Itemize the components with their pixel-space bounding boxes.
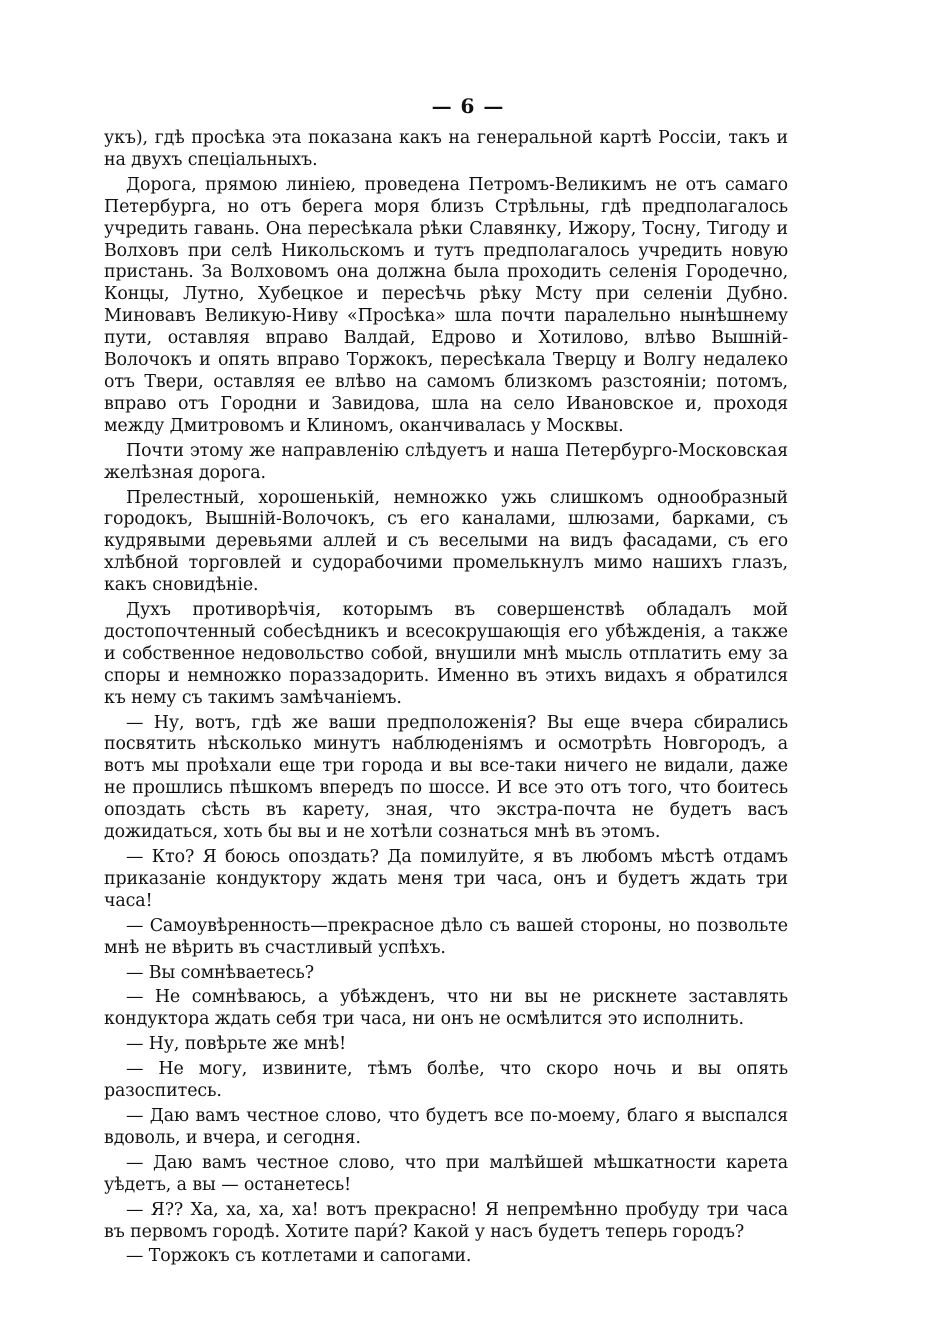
page-number: — 6 — bbox=[431, 94, 505, 118]
page-text bbox=[104, 128, 788, 1271]
paragraph: Почти этому же направленію слѣдуетъ и наша Петербурго-Московская желѣзная дорога. bbox=[104, 440, 788, 483]
dialogue-line: — Даю вамъ честное слово, что при малѣйшей мѣшкатности карета уѣдетъ, а вы — останетесь! bbox=[104, 1152, 788, 1195]
paragraph: Прелестный, хорошенькій, немножко ужь слишкомъ однообразный городокъ, Вышній-Волочокъ, съ его каналами, шлюзами, барками, съ кудрявыми деревьями аллей и съ веселыми на видъ фасадами, съ его хлѣбной торговлей и судорабочими промелькнулъ мимо нашихъ глазъ, какъ сновидѣніе. bbox=[104, 487, 788, 596]
dialogue-line: — Ну, повѣрьте же мнѣ! bbox=[126, 1034, 346, 1055]
paragraph: Дорога, прямою линіею, проведена Петромъ-Великимъ не отъ самаго Петербурга, но отъ берега моря близъ Стрѣльны, гдѣ предполагалось учредить гавань. Она пересѣкала рѣки Славянку, Ижору, Тосну, Тигоду и Волховъ при селѣ Никольскомъ и тутъ предполагалось учредить новую пристань. За Волховомъ она должна была проходить селенія Городечно, Концы, Лутно, Хубецкое и пересѣчь рѣку Мсту при селеніи Дубно. Миновавъ Великую-Ниву «Просѣка» шла почти паралельно нынѣшнему пути, оставляя вправо Валдай, Едрово и Хотилово, влѣво Вышній-Волочокъ и опять вправо Торжокъ, пересѣкала Тверцу и Волгу недалеко отъ Твери, оставляя ее влѣво на самомъ близкомъ разстояніи; потомъ, вправо отъ Городни и Завидова, шла на село Ивановское и, проходя между Дмитровомъ и Клиномъ, оканчивалась у Москвы. bbox=[104, 174, 788, 436]
dialogue-line: — Самоувѣренность—прекрасное дѣло съ вашей стороны, но позвольте мнѣ не вѣрить въ счастливый успѣхъ. bbox=[104, 915, 788, 958]
paragraph: Духъ противорѣчія, которымъ въ совершенствѣ обладалъ мой достопочтенный собесѣдникъ и всесокрушающія его убѣжденія, а также и собственное недовольство собой, внушили мнѣ мысль отплатить ему за споры и немножко пораззадорить. Именно въ этихъ видахъ я обратился къ нему съ такимъ замѣчаніемъ. bbox=[104, 600, 788, 708]
dialogue-line: — Кто? Я боюсь опоздать? Да помилуйте, я въ любомъ мѣстѣ отдамъ приказаніе кондуктору ждать меня три часа, онъ и будетъ ждать три часа! bbox=[104, 847, 788, 911]
dialogue-line: — Торжокъ съ котлетами и сапогами. bbox=[126, 1246, 472, 1267]
dialogue-line: — Не сомнѣваюсь, а убѣжденъ, что ни вы не рискнете заставлять кондуктора ждать себя три часа, ни онъ не осмѣлится это исполнить. bbox=[104, 987, 788, 1030]
dialogue-line: — Вы сомнѣваетесь? bbox=[126, 962, 314, 983]
dialogue-line: — Не могу, извините, тѣмъ болѣе, что скоро ночь и вы опять разоспитесь. bbox=[104, 1059, 788, 1102]
dialogue-line: — Ну, вотъ, гдѣ же ваши предположенія? Вы еще вчера сбирались посвятить нѣсколько минутъ наблюденіямъ и осмотрѣть Новгородъ, а вотъ мы проѣхали еще три города и вы все-таки ничего не видали, даже не прошлись пѣшкомъ впередъ по шоссе. И все это отъ того, что боитесь опоздать сѣсть въ карету, зная, что экстра-почта не будетъ васъ дожидаться, хоть бы вы и не хотѣли сознаться мнѣ въ этомъ. bbox=[104, 712, 788, 843]
paragraph-continuation: укъ), гдѣ просѣка эта показана какъ на генеральной картѣ Россіи, такъ и на двухъ спеціальныхъ. bbox=[104, 128, 788, 170]
dialogue-line: — Даю вамъ честное слово, что будетъ все по-моему, благо я выспался вдоволь, и вчера, и сегодня. bbox=[104, 1105, 788, 1148]
dialogue-line: — Я?? Ха, ха, ха, ха! вотъ прекрасно! Я непремѣнно пробуду три часа въ первомъ городѣ. Хотите пари́? Какой у насъ будетъ теперь городъ? bbox=[104, 1199, 788, 1242]
